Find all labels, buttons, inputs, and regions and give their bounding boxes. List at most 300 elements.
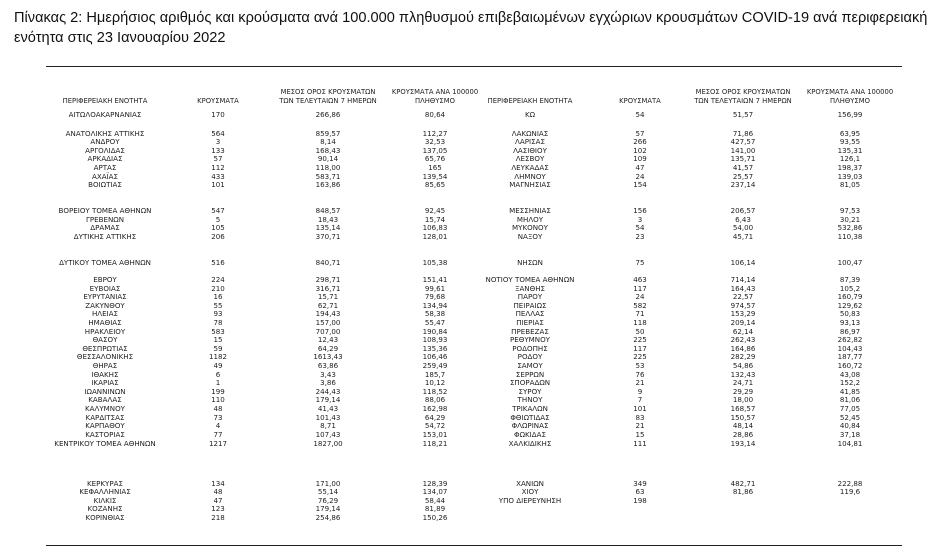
left-cases-cell: 133	[211, 146, 225, 155]
right-rate-cell: 97,53	[839, 206, 861, 215]
right-rate-cell: 187,77	[837, 352, 863, 361]
right-rate-cell: 160,79	[837, 292, 863, 301]
left-cases-cell: 170	[211, 110, 225, 119]
right-avg-cell: 714,14	[730, 275, 756, 284]
left-region-cell: ΔΡΑΜΑΣ	[90, 223, 120, 232]
right-cases-cell: 117	[633, 284, 647, 293]
right-avg-cell: 22,57	[732, 292, 754, 301]
left-rate-cell: 92,45	[424, 206, 446, 215]
left-region-cell: ΚΑΒΑΛΑΣ	[88, 395, 122, 404]
left-rate-cell: 65,76	[424, 154, 446, 163]
right-avg-cell: 18,00	[732, 395, 754, 404]
right-rate-cell: 156,99	[837, 110, 863, 119]
right-region-cell: ΠΑΡΟΥ	[517, 292, 543, 301]
left-rate-cell: 162,98	[422, 404, 448, 413]
left-cases-cell: 101	[211, 180, 225, 189]
right-region-cell: ΠΡΕΒΕΖΑΣ	[511, 327, 549, 336]
right-region-cell: ΠΕΙΡΑΙΩΣ	[513, 301, 547, 310]
left-header-cases: ΚΡΟΥΣΜΑΤΑ	[197, 97, 239, 105]
right-rate-cell: 152,2	[839, 378, 861, 387]
right-rate-cell: 104,43	[837, 344, 863, 353]
right-cases-cell: 463	[633, 275, 647, 284]
left-avg-cell: 163,86	[315, 180, 341, 189]
left-region-cell: ΑΡΤΑΣ	[93, 163, 117, 172]
right-cases-cell: 15	[635, 430, 645, 439]
right-cases-cell: 21	[635, 421, 645, 430]
right-rate-cell: 139,03	[837, 172, 863, 181]
left-rate-cell: 99,61	[424, 284, 446, 293]
left-region-cell: ΙΩΑΝΝΙΝΩΝ	[84, 387, 126, 396]
right-region-cell: ΞΑΝΘΗΣ	[514, 284, 546, 293]
left-region-cell: ΑΝΔΡΟΥ	[90, 137, 120, 146]
left-rate-cell: 79,68	[424, 292, 446, 301]
left-rate-cell: 150,26	[422, 513, 448, 522]
left-avg-cell: 298,71	[315, 275, 341, 284]
left-header-rate: ΚΡΟΥΣΜΑΤΑ ΑΝΑ 100000 ΠΛΗΘΥΣΜΟ	[391, 88, 479, 105]
left-region-cell: ΚΙΛΚΙΣ	[93, 496, 117, 505]
left-region-cell: ΕΥΡΥΤΑΝΙΑΣ	[83, 292, 127, 301]
right-region-cell: ΡΟΔΟΠΗΣ	[512, 344, 548, 353]
left-rate-cell: 128,01	[422, 232, 448, 241]
left-region-cell: ΑΡΚΑΔΙΑΣ	[87, 154, 123, 163]
right-region-cell: ΡΕΘΥΜΝΟΥ	[509, 335, 551, 344]
right-avg-cell: 62,14	[732, 327, 754, 336]
left-cases-cell: 3	[215, 137, 221, 146]
left-avg-cell: 107,43	[315, 430, 341, 439]
left-avg-cell: 3,43	[320, 370, 336, 379]
right-cases-cell: 111	[633, 439, 647, 448]
left-cases-cell: 55	[213, 301, 223, 310]
right-avg-cell: 150,57	[730, 413, 756, 422]
left-rate-cell: 54,72	[424, 421, 446, 430]
left-region-cell: ΘΕΣΠΡΩΤΙΑΣ	[82, 344, 128, 353]
right-avg-cell: 153,29	[730, 309, 756, 318]
right-rate-cell: 110,38	[837, 232, 863, 241]
right-avg-cell: 482,71	[730, 479, 756, 488]
right-cases-cell: 101	[633, 404, 647, 413]
left-avg-cell: 55,14	[317, 487, 339, 496]
right-avg-cell: 54,86	[732, 361, 754, 370]
right-avg-cell: 164,43	[730, 284, 756, 293]
right-avg-cell: 206,57	[730, 206, 756, 215]
left-cases-cell: 48	[213, 404, 223, 413]
right-cases-cell: 225	[633, 335, 647, 344]
left-rate-cell: 80,64	[424, 110, 446, 119]
left-region-cell: ΔΥΤΙΚΗΣ ΑΤΤΙΚΗΣ	[73, 232, 137, 241]
left-rate-cell: 88,06	[424, 395, 446, 404]
left-cases-cell: 59	[213, 344, 223, 353]
right-rate-cell: 41,85	[839, 387, 861, 396]
left-cases-cell: 57	[213, 154, 223, 163]
left-region-cell: ΑΝΑΤΟΛΙΚΗΣ ΑΤΤΙΚΗΣ	[65, 129, 145, 138]
left-rate-cell: 58,38	[424, 309, 446, 318]
right-rate-cell: 222,88	[837, 479, 863, 488]
right-rate-cell: 63,95	[839, 129, 861, 138]
right-rate-cell: 40,84	[839, 421, 861, 430]
left-avg-cell: 171,00	[315, 479, 341, 488]
right-avg-cell: 41,57	[732, 163, 754, 172]
right-region-cell: ΝΗΣΩΝ	[517, 258, 543, 267]
left-rate-cell: 64,29	[424, 413, 446, 422]
right-cases-cell: 54	[635, 223, 645, 232]
left-rate-cell: 151,41	[422, 275, 448, 284]
left-rate-cell: 190,84	[422, 327, 448, 336]
left-region-cell: ΚΟΡΙΝΘΙΑΣ	[85, 513, 125, 522]
left-cases-cell: 547	[211, 206, 225, 215]
left-avg-cell: 179,14	[315, 504, 341, 513]
right-rate-cell: 43,08	[839, 370, 861, 379]
left-rate-cell: 135,36	[422, 344, 448, 353]
left-rate-cell: 118,21	[422, 439, 448, 448]
right-rate-cell: 30,21	[839, 215, 861, 224]
bottom-rule	[46, 545, 902, 546]
left-rate-cell: 106,46	[422, 352, 448, 361]
right-rate-cell: 52,45	[839, 413, 861, 422]
right-region-cell: ΡΟΔΟΥ	[517, 352, 543, 361]
right-cases-cell: 71	[635, 309, 645, 318]
left-cases-cell: 4	[215, 421, 221, 430]
left-region-cell: ΗΡΑΚΛΕΙΟΥ	[84, 327, 126, 336]
left-rate-cell: 32,53	[424, 137, 446, 146]
left-cases-cell: 6	[215, 370, 221, 379]
left-region-cell: ΔΥΤΙΚΟΥ ΤΟΜΕΑ ΑΘΗΝΩΝ	[59, 258, 151, 267]
left-region-cell: ΚΕΡΚΥΡΑΣ	[86, 479, 123, 488]
right-cases-cell: 21	[635, 378, 645, 387]
left-cases-cell: 77	[213, 430, 223, 439]
right-rate-cell: 81,06	[839, 395, 861, 404]
left-rate-cell: 106,83	[422, 223, 448, 232]
left-rate-cell: 118,52	[422, 387, 448, 396]
right-region-cell: ΧΑΛΚΙΔΙΚΗΣ	[508, 439, 552, 448]
left-avg-cell: 244,43	[315, 387, 341, 396]
right-region-cell: ΠΕΛΛΑΣ	[515, 309, 545, 318]
left-region-cell: ΕΒΡΟΥ	[93, 275, 117, 284]
right-rate-cell: 135,31	[837, 146, 863, 155]
left-cases-cell: 47	[213, 496, 223, 505]
right-cases-cell: 23	[635, 232, 645, 241]
left-region-cell: ΚΑΣΤΟΡΙΑΣ	[85, 430, 125, 439]
right-cases-cell: 349	[633, 479, 647, 488]
right-avg-cell: 141,00	[730, 146, 756, 155]
right-cases-cell: 582	[633, 301, 647, 310]
left-avg-cell: 370,71	[315, 232, 341, 241]
left-cases-cell: 48	[213, 487, 223, 496]
left-avg-cell: 254,86	[315, 513, 341, 522]
left-cases-cell: 583	[211, 327, 225, 336]
top-rule	[46, 66, 902, 67]
left-avg-cell: 583,71	[315, 172, 341, 181]
left-cases-cell: 93	[213, 309, 223, 318]
right-avg-cell: 48,14	[732, 421, 754, 430]
left-cases-cell: 16	[213, 292, 223, 301]
left-avg-cell: 266,86	[315, 110, 341, 119]
right-region-cell: ΣΕΡΡΩΝ	[515, 370, 545, 379]
left-avg-cell: 101,43	[315, 413, 341, 422]
right-cases-cell: 7	[637, 395, 643, 404]
left-avg-cell: 316,71	[315, 284, 341, 293]
left-cases-cell: 78	[213, 318, 223, 327]
left-rate-cell: 185,7	[424, 370, 446, 379]
right-cases-cell: 198	[633, 496, 647, 505]
left-rate-cell: 259,49	[422, 361, 448, 370]
right-rate-cell: 50,83	[839, 309, 861, 318]
right-cases-cell: 50	[635, 327, 645, 336]
right-cases-cell: 3	[637, 215, 643, 224]
right-rate-cell: 81,05	[839, 180, 861, 189]
left-cases-cell: 206	[211, 232, 225, 241]
right-cases-cell: 24	[635, 172, 645, 181]
left-header-region: ΠΕΡΙΦΕΡΕΙΑΚΗ ΕΝΟΤΗΤΑ	[62, 97, 148, 105]
left-region-cell: ΙΘΑΚΗΣ	[91, 370, 119, 379]
left-region-cell: ΚΑΡΠΑΘΟΥ	[85, 421, 125, 430]
left-rate-cell: 128,39	[422, 479, 448, 488]
right-cases-cell: 75	[635, 258, 645, 267]
right-avg-cell: 106,14	[730, 258, 756, 267]
right-rate-cell: 104,81	[837, 439, 863, 448]
right-cases-cell: 109	[633, 154, 647, 163]
left-avg-cell: 1613,43	[313, 352, 343, 361]
left-region-cell: ΑΡΓΟΛΙΔΑΣ	[85, 146, 125, 155]
right-avg-cell: 71,86	[732, 129, 754, 138]
right-avg-cell: 51,57	[732, 110, 754, 119]
right-region-cell: ΛΑΚΩΝΙΑΣ	[511, 129, 549, 138]
left-cases-cell: 110	[211, 395, 225, 404]
right-region-cell: ΠΙΕΡΙΑΣ	[516, 318, 544, 327]
left-avg-cell: 179,14	[315, 395, 341, 404]
page-title: Πίνακας 2: Ημερήσιος αριθμός και κρούσματα ανά 100.000 πληθυσμού επιβεβαιωμένων εγχώριων κρουσμάτων COVID-19 ανά περιφερειακή ενότητα στις 23 Ιανουαρίου 2022	[14, 10, 928, 46]
left-avg-cell: 135,14	[315, 223, 341, 232]
left-region-cell: ΚΟΖΑΝΗΣ	[87, 504, 123, 513]
right-header-avg: ΜΕΣΟΣ ΟΡΟΣ ΚΡΟΥΣΜΑΤΩΝ ΤΩΝ ΤΕΛΕΥΤΑΙΩΝ 7 ΗΜΕΡΩΝ	[694, 88, 792, 105]
right-rate-cell: 126,1	[839, 154, 861, 163]
left-rate-cell: 55,47	[424, 318, 446, 327]
left-cases-cell: 1217	[208, 439, 228, 448]
left-cases-cell: 105	[211, 223, 225, 232]
left-cases-cell: 224	[211, 275, 225, 284]
left-avg-cell: 62,71	[317, 301, 339, 310]
left-cases-cell: 73	[213, 413, 223, 422]
right-region-cell: ΛΑΡΙΣΑΣ	[515, 137, 545, 146]
right-region-cell: ΝΑΞΟΥ	[517, 232, 543, 241]
right-region-cell: ΝΟΤΙΟΥ ΤΟΜΕΑ ΑΘΗΝΩΝ	[485, 275, 575, 284]
right-avg-cell: 135,71	[730, 154, 756, 163]
left-cases-cell: 123	[211, 504, 225, 513]
right-region-cell: ΧΑΝΙΩΝ	[516, 479, 544, 488]
right-cases-cell: 76	[635, 370, 645, 379]
right-avg-cell: 54,00	[732, 223, 754, 232]
right-rate-cell: 87,39	[839, 275, 861, 284]
right-cases-cell: 154	[633, 180, 647, 189]
right-header-region: ΠΕΡΙΦΕΡΕΙΑΚΗ ΕΝΟΤΗΤΑ	[487, 97, 573, 105]
right-avg-cell: 193,14	[730, 439, 756, 448]
right-cases-cell: 24	[635, 292, 645, 301]
right-region-cell: ΦΛΩΡΙΝΑΣ	[511, 421, 549, 430]
right-region-cell: ΜΗΛΟΥ	[516, 215, 544, 224]
left-cases-cell: 564	[211, 129, 225, 138]
left-region-cell: ΚΑΡΔΙΤΣΑΣ	[85, 413, 125, 422]
left-rate-cell: 108,93	[422, 335, 448, 344]
right-avg-cell: 427,57	[730, 137, 756, 146]
right-cases-cell: 47	[635, 163, 645, 172]
right-avg-cell: 164,86	[730, 344, 756, 353]
right-region-cell: ΦΩΚΙΔΑΣ	[514, 430, 546, 439]
left-region-cell: ΚΕΝΤΡΙΚΟΥ ΤΟΜΕΑ ΑΘΗΝΩΝ	[54, 439, 156, 448]
left-region-cell: ΒΟΡΕΙΟΥ ΤΟΜΕΑ ΑΘΗΝΩΝ	[58, 206, 152, 215]
right-cases-cell: 57	[635, 129, 645, 138]
left-avg-cell: 8,71	[320, 421, 336, 430]
left-region-cell: ΙΚΑΡΙΑΣ	[91, 378, 119, 387]
left-region-cell: ΒΟΙΩΤΙΑΣ	[88, 180, 122, 189]
left-region-cell: ΚΑΛΥΜΝΟΥ	[84, 404, 126, 413]
right-region-cell: ΥΠΟ ΔΙΕΡΕΥΝΗΣΗ	[498, 496, 562, 505]
left-avg-cell: 18,43	[317, 215, 339, 224]
left-region-cell: ΖΑΚΥΝΘΟΥ	[85, 301, 125, 310]
left-cases-cell: 218	[211, 513, 225, 522]
left-avg-cell: 707,00	[315, 327, 341, 336]
right-avg-cell: 24,71	[732, 378, 754, 387]
left-rate-cell: 58,44	[424, 496, 446, 505]
left-rate-cell: 112,27	[422, 129, 448, 138]
left-avg-cell: 840,71	[315, 258, 341, 267]
left-rate-cell: 81,89	[424, 504, 446, 513]
left-rate-cell: 139,54	[422, 172, 448, 181]
left-avg-cell: 76,29	[317, 496, 339, 505]
left-avg-cell: 8,14	[320, 137, 336, 146]
left-avg-cell: 90,14	[317, 154, 339, 163]
right-avg-cell: 237,14	[730, 180, 756, 189]
right-avg-cell: 209,14	[730, 318, 756, 327]
left-avg-cell: 12,43	[317, 335, 339, 344]
right-region-cell: ΛΗΜΝΟΥ	[514, 172, 546, 181]
left-cases-cell: 134	[211, 479, 225, 488]
right-cases-cell: 266	[633, 137, 647, 146]
left-region-cell: ΚΕΦΑΛΛΗΝΙΑΣ	[79, 487, 131, 496]
left-cases-cell: 5	[215, 215, 221, 224]
right-avg-cell: 262,43	[730, 335, 756, 344]
left-region-cell: ΕΥΒΟΙΑΣ	[89, 284, 121, 293]
right-rate-cell: 93,13	[839, 318, 861, 327]
right-region-cell: ΧΙΟΥ	[521, 487, 539, 496]
left-avg-cell: 194,43	[315, 309, 341, 318]
left-rate-cell: 10,12	[424, 378, 446, 387]
left-avg-cell: 157,00	[315, 318, 341, 327]
left-avg-cell: 168,43	[315, 146, 341, 155]
right-cases-cell: 53	[635, 361, 645, 370]
right-region-cell: ΜΕΣΣΗΝΙΑΣ	[509, 206, 551, 215]
left-rate-cell: 15,74	[424, 215, 446, 224]
right-region-cell: ΤΡΙΚΑΛΩΝ	[512, 404, 548, 413]
right-rate-cell: 532,86	[837, 223, 863, 232]
left-avg-cell: 859,57	[315, 129, 341, 138]
left-region-cell: ΓΡΕΒΕΝΩΝ	[85, 215, 125, 224]
right-rate-cell: 160,72	[837, 361, 863, 370]
left-cases-cell: 433	[211, 172, 225, 181]
right-region-cell: ΚΩ	[524, 110, 536, 119]
right-header-cases: ΚΡΟΥΣΜΑΤΑ	[619, 97, 661, 105]
right-region-cell: ΛΕΣΒΟΥ	[515, 154, 545, 163]
left-region-cell: ΘΕΣΣΑΛΟΝΙΚΗΣ	[76, 352, 134, 361]
left-avg-cell: 41,43	[317, 404, 339, 413]
left-region-cell: ΑΙΤΩΛΟΑΚΑΡΝΑΝΙΑΣ	[68, 110, 142, 119]
right-rate-cell: 77,05	[839, 404, 861, 413]
right-avg-cell: 6,43	[735, 215, 751, 224]
right-region-cell: ΛΑΣΙΘΙΟΥ	[513, 146, 547, 155]
right-avg-cell: 168,57	[730, 404, 756, 413]
right-region-cell: ΛΕΥΚΑΔΑΣ	[511, 163, 549, 172]
right-region-cell: ΣΑΜΟΥ	[517, 361, 543, 370]
left-rate-cell: 137,05	[422, 146, 448, 155]
right-rate-cell: 86,97	[839, 327, 861, 336]
left-region-cell: ΘΗΡΑΣ	[92, 361, 118, 370]
right-cases-cell: 9	[637, 387, 643, 396]
left-cases-cell: 210	[211, 284, 225, 293]
right-cases-cell: 118	[633, 318, 647, 327]
right-cases-cell: 54	[635, 110, 645, 119]
right-avg-cell: 45,71	[732, 232, 754, 241]
left-avg-cell: 64,29	[317, 344, 339, 353]
left-region-cell: ΗΛΕΙΑΣ	[91, 309, 119, 318]
left-avg-cell: 118,00	[315, 163, 341, 172]
left-rate-cell: 134,94	[422, 301, 448, 310]
right-cases-cell: 225	[633, 352, 647, 361]
right-cases-cell: 156	[633, 206, 647, 215]
left-avg-cell: 1827,00	[313, 439, 343, 448]
left-header-avg: ΜΕΣΟΣ ΟΡΟΣ ΚΡΟΥΣΜΑΤΩΝ ΤΩΝ ΤΕΛΕΥΤΑΙΩΝ 7 ΗΜΕΡΩΝ	[279, 88, 377, 105]
right-cases-cell: 63	[635, 487, 645, 496]
left-avg-cell: 63,86	[317, 361, 339, 370]
right-rate-cell: 37,18	[839, 430, 861, 439]
right-avg-cell: 81,86	[732, 487, 754, 496]
right-avg-cell: 132,43	[730, 370, 756, 379]
right-region-cell: ΜΑΓΝΗΣΙΑΣ	[509, 180, 551, 189]
right-avg-cell: 25,57	[732, 172, 754, 181]
right-avg-cell: 974,57	[730, 301, 756, 310]
left-cases-cell: 516	[211, 258, 225, 267]
right-region-cell: ΣΥΡΟΥ	[518, 387, 542, 396]
left-rate-cell: 153,01	[422, 430, 448, 439]
right-rate-cell: 119,6	[839, 487, 861, 496]
left-region-cell: ΗΜΑΘΙΑΣ	[88, 318, 122, 327]
right-rate-cell: 93,55	[839, 137, 861, 146]
right-region-cell: ΜΥΚΟΝΟΥ	[512, 223, 548, 232]
left-avg-cell: 15,71	[317, 292, 339, 301]
left-cases-cell: 199	[211, 387, 225, 396]
right-header-rate: ΚΡΟΥΣΜΑΤΑ ΑΝΑ 100000 ΠΛΗΘΥΣΜΟ	[806, 88, 894, 105]
left-rate-cell: 105,38	[422, 258, 448, 267]
left-cases-cell: 1	[215, 378, 221, 387]
right-avg-cell: 28,86	[732, 430, 754, 439]
right-avg-cell: 282,29	[730, 352, 756, 361]
right-region-cell: ΣΠΟΡΑΔΩΝ	[509, 378, 551, 387]
left-cases-cell: 1182	[208, 352, 228, 361]
left-rate-cell: 165	[428, 163, 442, 172]
left-region-cell: ΘΑΣΟΥ	[92, 335, 118, 344]
left-avg-cell: 848,57	[315, 206, 341, 215]
right-cases-cell: 102	[633, 146, 647, 155]
left-cases-cell: 49	[213, 361, 223, 370]
right-cases-cell: 83	[635, 413, 645, 422]
right-rate-cell: 198,37	[837, 163, 863, 172]
left-cases-cell: 15	[213, 335, 223, 344]
right-rate-cell: 129,62	[837, 301, 863, 310]
left-rate-cell: 134,07	[422, 487, 448, 496]
left-avg-cell: 3,86	[320, 378, 336, 387]
right-region-cell: ΤΗΝΟΥ	[517, 395, 543, 404]
left-region-cell: ΑΧΑΪΑΣ	[92, 172, 118, 181]
right-rate-cell: 262,82	[837, 335, 863, 344]
left-rate-cell: 85,65	[424, 180, 446, 189]
right-rate-cell: 105,2	[839, 284, 861, 293]
